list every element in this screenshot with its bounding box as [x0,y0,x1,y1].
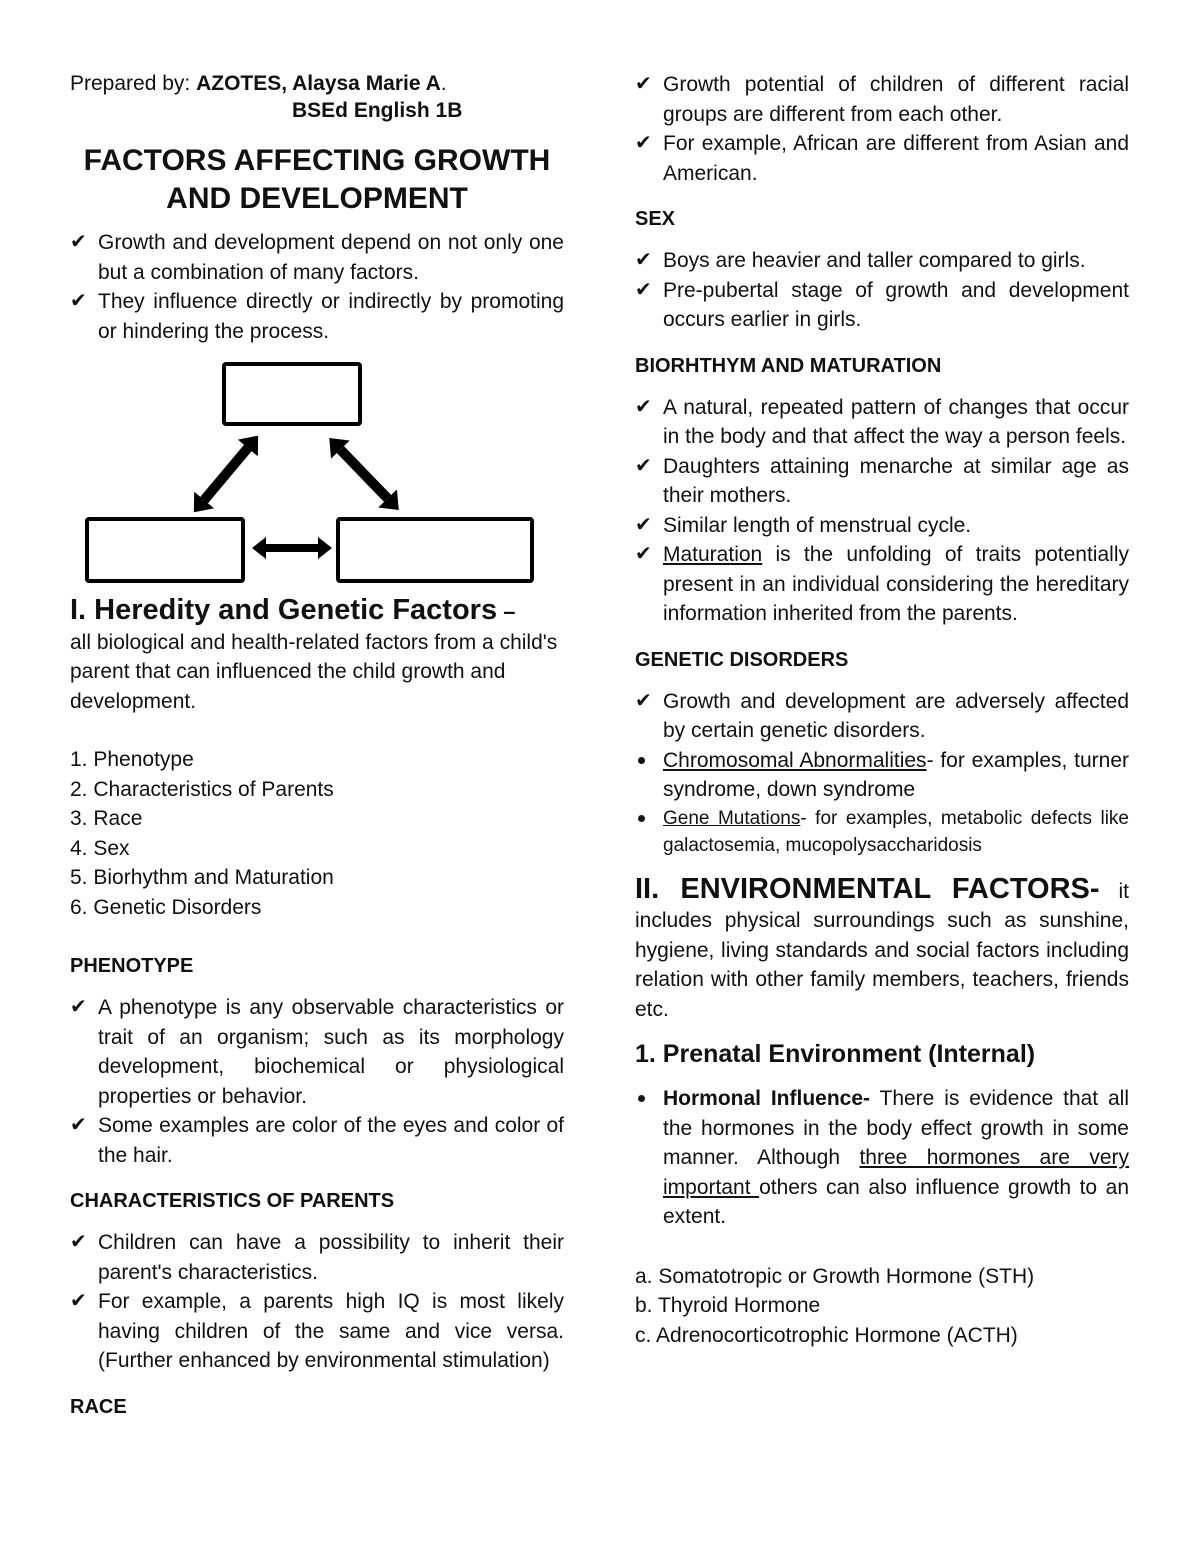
section1-dash: – [497,599,516,624]
prepared-by [70,70,564,97]
factor-item: 1. Phenotype [70,748,194,771]
factors-diagram [70,362,564,592]
factor-item: 3. Race [70,807,143,830]
biorhythm-list [635,393,1129,629]
parents-list [70,1228,564,1376]
biorhythm-item: ✔ Daughters attaining menarche at similar age as their mothers. [635,452,1129,511]
factor-item: 4. Sex [70,836,130,860]
section1-intro [70,596,564,716]
intro-item: ✔ Growth and development depend on not only one but a combination of many factors. [70,228,564,287]
hormonal-text-1: There is evidence that all the hormones in the body effect growth in some manner. Although [663,1087,1129,1169]
phenotype-list [70,993,564,1170]
hormonal-text-2: others can also influence growth to an extent. [663,1175,1130,1228]
genetic-item: ✔ Growth and development are adversely affected by certain genetic disorders. [635,687,1129,746]
phenotype-item: ✔ A phenotype is any observable characteristics or trait of an organism; such as its morphology development, biochemical or physiological properties or behavior. [70,993,564,1111]
hormone-item: a. Somatotropic or Growth Hormone (STH) [635,1264,1035,1288]
hormone-item: c. Adrenocorticotrophic Hormone (ACTH) [635,1323,1018,1347]
maturation-term: Maturation [663,543,763,566]
hormone-list [635,1262,1129,1351]
parents-item: ✔ Children can have a possibility to inherit their parent's characteristics. [70,1228,564,1287]
gene-mutation-text: - for examples, metabolic defects like galactosemia, mucopolysaccharidosis [663,807,1129,856]
diagram-arrows [70,362,564,592]
section2-body: includes physical surroundings such as sunshine, hygiene, living standards and social factors including relation with other family members, teachers, friends etc. [635,909,1129,1021]
section2-heading: II. ENVIRONMENTAL FACTORS- [635,872,1100,905]
sex-heading: SEX [635,208,676,230]
prenatal-list [635,1084,1129,1232]
hormone-item: b. Thyroid Hormone [635,1294,821,1317]
section1-heading: I. Heredity and Genetic Factors [70,594,498,626]
intro-item: ✔ They influence directly or indirectly by promoting or hindering the process. [70,287,564,346]
factor-item: 2. Characteristics of Parents [70,777,334,801]
factor-list [70,745,564,922]
prenatal-heading: 1. Prenatal Environment (Internal) [635,1040,1036,1068]
right-column [635,70,1129,1350]
chromosomal-item [635,746,1129,805]
sex-list [635,246,1129,335]
race-item: ✔ Growth potential of children of different racial groups are different from each other. [635,70,1129,129]
sex-item: ✔ Boys are heavier and taller compared to girls. [635,246,1129,276]
race-list [635,70,1129,188]
sex-item: ✔ Pre-pubertal stage of growth and development occurs earlier in girls. [635,276,1129,335]
race-item: ✔ For example, African are different from Asian and American. [635,129,1129,188]
section2-text [635,872,1129,1025]
hormonal-influence-item [635,1084,1129,1232]
prepared-label: Prepared by: [70,72,197,95]
author-name: AZOTES, Alaysa Marie A [196,72,441,95]
gene-mutation-item [635,805,1129,859]
genetic-heading: GENETIC DISORDERS [635,648,849,671]
section2-text-first: it [1099,879,1129,903]
hormonal-underline: three hormones are very important [663,1146,1129,1199]
page-title: FACTORS AFFECTING GROWTH AND DEVELOPMENT [83,144,551,215]
maturation-text: is the unfolding of traits potentially present in an individual considering the hereditary information inherited from the parents. [663,543,1129,625]
arrow-left-diagonal [184,427,268,520]
chromosomal-text: - for examples, turner syndrome, down syndrome [663,748,1129,801]
section1-description: all biological and health-related factors from a child's parent that can influenced the child growth and development. [70,630,558,713]
phenotype-heading: PHENOTYPE [70,955,194,977]
parents-heading: CHARACTERISTICS OF PARENTS [70,1190,395,1212]
left-column [70,70,564,1434]
factor-item: 5. Biorhythm and Maturation [70,866,334,889]
genetic-examples [635,746,1129,859]
race-heading: RACE [70,1395,127,1418]
arrow-horizontal [252,537,332,559]
intro-list [70,228,564,346]
biorhythm-item: ✔ Similar length of menstrual cycle. [635,511,1129,541]
author-suffix: . [440,72,447,95]
biorhythm-item: ✔ A natural, repeated pattern of changes that occur in the body and that affect the way a person feels. [635,393,1129,452]
hormonal-influence-term: Hormonal Influence- [663,1087,871,1110]
factor-item: 6. Genetic Disorders [70,895,262,919]
phenotype-item: ✔ Some examples are color of the eyes and color of the hair. [70,1111,564,1170]
parents-item: ✔ For example, a parents high IQ is most likely having children of the same and vice versa. (Further enhanced by environmental stimulation) [70,1287,564,1376]
chromosomal-term: Chromosomal Abnormalities [663,748,927,772]
genetic-list [635,687,1129,746]
course: BSEd English 1B [292,99,463,122]
biorhythm-heading: BIORHTHYM AND MATURATION [635,354,942,377]
arrow-right-diagonal [320,429,408,519]
maturation-item [635,540,1129,629]
gene-mutation-term: Gene Mutations [663,807,801,829]
